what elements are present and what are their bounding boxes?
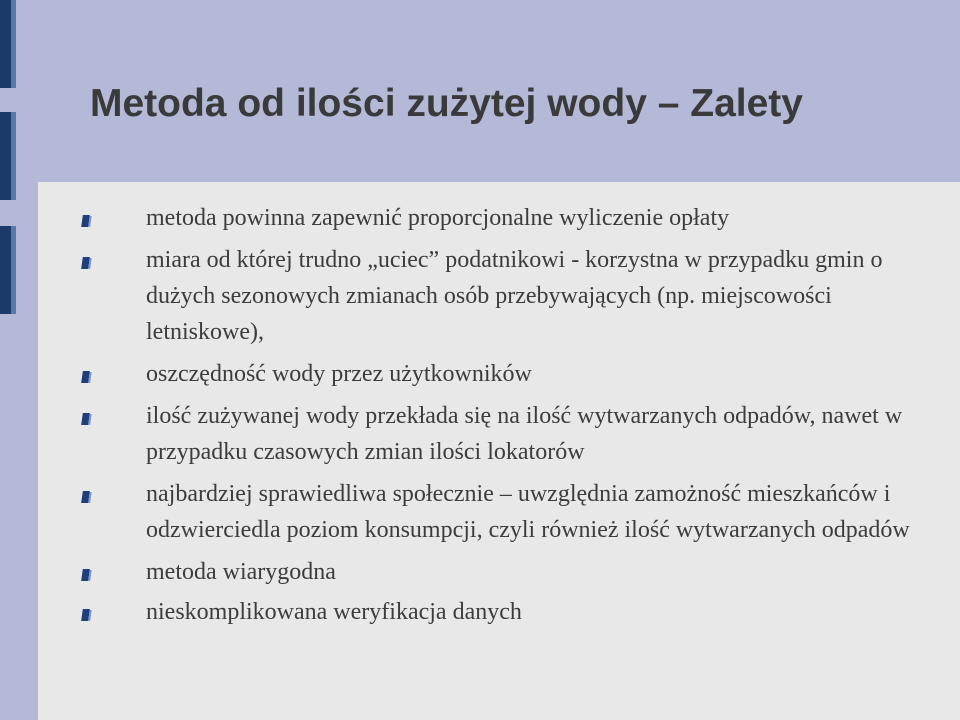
bullet-item — [146, 554, 936, 590]
slide-title: Metoda od ilości zużytej wody – Zalety — [90, 82, 803, 125]
bullet-item — [146, 594, 936, 630]
bullet-text: nieskomplikowana weryfikacja danych — [146, 599, 522, 625]
decorative-bar-2 — [0, 112, 16, 200]
bullet-text: najbardziej sprawiedliwa społecznie – uwzględnia zamożność mieszkańców i odzwierciedla poziom konsumpcji, czyli również ilość wytwarzanych odpadów — [146, 481, 910, 543]
decorative-bar-1 — [0, 0, 16, 88]
bullet-item — [146, 200, 936, 236]
bullet-text: metoda wiarygodna — [146, 559, 336, 585]
bullet-icon — [81, 491, 90, 503]
bullet-icon — [81, 413, 90, 425]
bullet-icon — [81, 569, 90, 581]
bullet-icon — [81, 371, 90, 383]
bullet-item — [146, 242, 936, 350]
bullet-text: metoda powinna zapewnić proporcjonalne wyliczenie opłaty — [146, 205, 730, 231]
bullet-item — [146, 356, 936, 392]
bullet-text: miara od której trudno „uciec” podatnikowi - korzystna w przypadku gmin o dużych sezonowych zmianach osób przebywających (np. miejscowości letniskowe), — [146, 247, 883, 345]
bullet-text: oszczędność wody przez użytkowników — [146, 361, 532, 387]
bullet-item — [146, 476, 936, 548]
bullet-icon — [81, 257, 90, 269]
bullet-list — [146, 200, 936, 634]
decorative-bar-3 — [0, 226, 16, 314]
bullet-text: ilość zużywanej wody przekłada się na ilość wytwarzanych odpadów, nawet w przypadku czasowych zmian ilości lokatorów — [146, 403, 903, 465]
bullet-icon — [81, 215, 90, 227]
bullet-icon — [81, 609, 90, 621]
bullet-item — [146, 398, 936, 470]
